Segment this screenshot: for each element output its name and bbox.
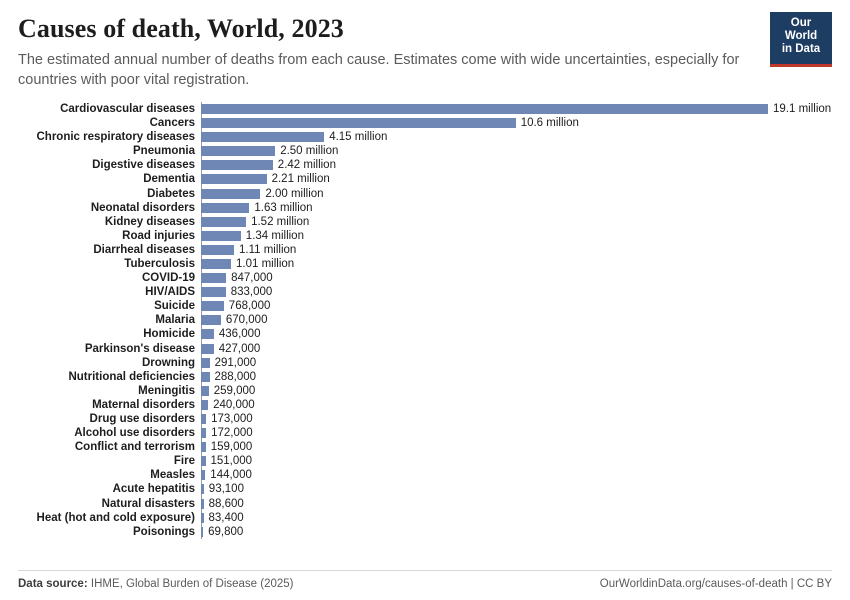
bar[interactable] (201, 386, 209, 396)
bar-track (201, 215, 832, 229)
bar-track (201, 482, 832, 496)
bar-row[interactable] (18, 468, 832, 482)
bar-value-label: 670,000 (225, 314, 268, 327)
bar-value-label: 2.00 million (265, 187, 324, 200)
logo-line-2: in Data (781, 43, 821, 56)
bar-value-label: 1.01 million (236, 257, 295, 270)
bar-track (201, 102, 832, 116)
bar-category-label: Maternal disorders (92, 398, 195, 411)
bar-category-label: Road injuries (122, 229, 195, 242)
bar-row[interactable] (18, 229, 832, 243)
bar-track (201, 116, 832, 130)
bar-category-label: Diabetes (147, 187, 195, 200)
bar-row[interactable] (18, 215, 832, 229)
bar-category-label: Drug use disorders (89, 413, 195, 425)
bar-track (201, 384, 832, 398)
bar-category-label: Digestive diseases (92, 159, 195, 172)
bar[interactable] (201, 259, 231, 269)
bar-value-label: 4.15 million (329, 131, 388, 144)
bar-row[interactable] (18, 454, 832, 468)
bar-row[interactable] (18, 201, 832, 215)
bar-row[interactable] (18, 398, 832, 412)
bar-value-label: 159,000 (210, 441, 253, 454)
bar-category-label: Malaria (155, 314, 195, 327)
bar-value-label: 833,000 (230, 286, 273, 299)
bar-row[interactable] (18, 271, 832, 285)
bar-category-label: Fire (173, 455, 195, 468)
bar-row[interactable] (18, 426, 832, 440)
bar-value-label: 2.42 million (277, 159, 336, 172)
data-source-label: Data source: (18, 578, 88, 590)
bar-category-label: Kidney diseases (104, 215, 195, 228)
bar-category-label: Poisonings (133, 525, 195, 538)
bar-value-label: 1.63 million (254, 201, 313, 214)
bar[interactable] (201, 203, 249, 213)
bar-track (201, 327, 832, 341)
bar-row[interactable] (18, 497, 832, 511)
bar[interactable] (201, 245, 234, 255)
bar-track (201, 454, 832, 468)
bar-track (201, 356, 832, 370)
footer-attribution: OurWorldinData.org/causes-of-death | CC BY (599, 578, 832, 590)
bar-value-label: 10.6 million (520, 117, 579, 130)
bar-track (201, 257, 832, 271)
bar-track (201, 243, 832, 257)
bar-row[interactable] (18, 384, 832, 398)
bar-value-label: 436,000 (218, 328, 261, 341)
bar-track (201, 468, 832, 482)
bar[interactable] (201, 344, 214, 354)
page-title: Causes of death, World, 2023 (18, 14, 344, 43)
bar-value-label: 240,000 (213, 398, 255, 411)
bar-category-label: Chronic respiratory diseases (36, 131, 195, 144)
bar-category-label: Cardiovascular diseases (60, 102, 195, 115)
bar-value-label: 144,000 (210, 469, 252, 482)
bar-row[interactable] (18, 327, 832, 341)
bar-track (201, 172, 832, 186)
bar[interactable] (201, 315, 221, 325)
bar-track (201, 426, 832, 440)
bar[interactable] (201, 287, 226, 297)
bar-row[interactable] (18, 299, 832, 313)
bar-category-label: Acute hepatitis (112, 483, 195, 496)
bar-category-label: Suicide (154, 300, 195, 313)
bar-category-label: COVID-19 (141, 272, 195, 285)
bar-category-label: Measles (150, 469, 195, 482)
page-subtitle: The estimated annual number of deaths from each cause. Estimates come with wide uncertainties, especially for countries with poor vital registration. (18, 51, 740, 88)
bar-track (201, 497, 832, 511)
bar[interactable] (201, 174, 267, 184)
bar-value-label: 2.21 million (271, 173, 330, 186)
bar-value-label: 288,000 (214, 370, 257, 383)
bar-row[interactable] (18, 285, 832, 299)
bar-value-label: 1.11 million (239, 243, 297, 256)
bar-track (201, 144, 832, 158)
bar-track (201, 229, 832, 243)
chart-footer (18, 570, 832, 590)
bar-value-label: 2.50 million (280, 145, 339, 158)
bar-row[interactable] (18, 511, 832, 525)
bar-track (201, 271, 832, 285)
bar-track (201, 412, 832, 426)
bar-row[interactable] (18, 341, 832, 355)
bar[interactable] (201, 372, 210, 382)
bar-value-label: 88,600 (208, 497, 244, 510)
data-source (18, 578, 294, 590)
bar-row[interactable] (18, 102, 832, 116)
bar-category-label: Meningitis (138, 384, 195, 397)
bar-row[interactable] (18, 144, 832, 158)
bar-category-label: Diarrheal diseases (93, 243, 195, 256)
bar-track (201, 525, 832, 539)
bar[interactable] (201, 189, 260, 199)
bar-track (201, 511, 832, 525)
bar[interactable] (201, 231, 241, 241)
bar-category-label: Conflict and terrorism (74, 441, 195, 454)
bar-track (201, 299, 832, 313)
bar[interactable] (201, 217, 246, 227)
bar-row[interactable] (18, 186, 832, 200)
bar-category-label: Parkinson's disease (84, 342, 195, 355)
bar-value-label: 93,100 (208, 483, 244, 496)
bar-category-label: Natural disasters (101, 497, 195, 510)
bar-track (201, 440, 832, 454)
bar-value-label: 768,000 (228, 300, 271, 313)
bar[interactable] (201, 146, 275, 156)
bar-track (201, 130, 832, 144)
bar-value-label: 291,000 (214, 356, 257, 369)
bar-track (201, 186, 832, 200)
bar-value-label: 173,000 (211, 413, 253, 425)
bar-category-label: Tuberculosis (124, 257, 195, 270)
bar-category-label: Nutritional deficiencies (68, 370, 195, 383)
bar[interactable] (201, 104, 768, 114)
bar-category-label: Dementia (143, 173, 195, 186)
bar-value-label: 427,000 (218, 342, 261, 355)
bar-value-label: 69,800 (208, 525, 244, 538)
bar-row[interactable] (18, 412, 832, 426)
bar-track (201, 201, 832, 215)
bar[interactable] (201, 132, 324, 142)
bar[interactable] (201, 160, 273, 170)
bar-row[interactable] (18, 313, 832, 327)
bar-category-label: Homicide (143, 328, 195, 341)
bar-category-label: Alcohol use disorders (74, 427, 195, 440)
bar-row[interactable] (18, 482, 832, 496)
bar-track (201, 313, 832, 327)
bar-row[interactable] (18, 158, 832, 172)
bar[interactable] (201, 400, 208, 410)
bar-category-label: Drowning (141, 356, 195, 369)
bar-row[interactable] (18, 116, 832, 130)
bar-value-label: 259,000 (213, 384, 256, 397)
bar[interactable] (201, 329, 214, 339)
bar-row[interactable] (18, 440, 832, 454)
bar-track (201, 285, 832, 299)
bar-row[interactable] (18, 356, 832, 370)
bar-value-label: 172,000 (211, 427, 253, 440)
bar-track (201, 370, 832, 384)
bar-track (201, 158, 832, 172)
bar-category-label: Pneumonia (133, 145, 195, 158)
bar-track (201, 341, 832, 355)
bar[interactable] (201, 358, 210, 368)
our-world-in-data-logo[interactable] (770, 12, 832, 67)
bar-value-label: 151,000 (210, 455, 253, 468)
bar[interactable] (201, 273, 226, 283)
bar-row[interactable] (18, 257, 832, 271)
bar-value-label: 83,400 (208, 511, 244, 524)
bar-value-label: 19.1 million (773, 102, 832, 115)
bar-category-label: Heat (hot and cold exposure) (36, 511, 195, 524)
bar-chart (18, 102, 832, 539)
bar-category-label: Cancers (149, 117, 195, 130)
bar-value-label: 1.52 million (251, 215, 310, 228)
bar-rows (18, 102, 832, 539)
bar[interactable] (201, 118, 516, 128)
logo-line-1: Our World (784, 17, 818, 43)
bar-row[interactable] (18, 130, 832, 144)
bar[interactable] (201, 301, 224, 311)
bar-row[interactable] (18, 172, 832, 186)
bar-value-label: 1.34 million (245, 229, 304, 242)
bar-category-label: Neonatal disorders (90, 201, 195, 214)
bar-track (201, 398, 832, 412)
bar-category-label: HIV/AIDS (145, 286, 195, 299)
bar-value-label: 847,000 (231, 272, 273, 285)
bar-row[interactable] (18, 370, 832, 384)
bar-row[interactable] (18, 525, 832, 539)
data-source-text: IHME, Global Burden of Disease (2025) (90, 578, 294, 590)
bar-row[interactable] (18, 243, 832, 257)
